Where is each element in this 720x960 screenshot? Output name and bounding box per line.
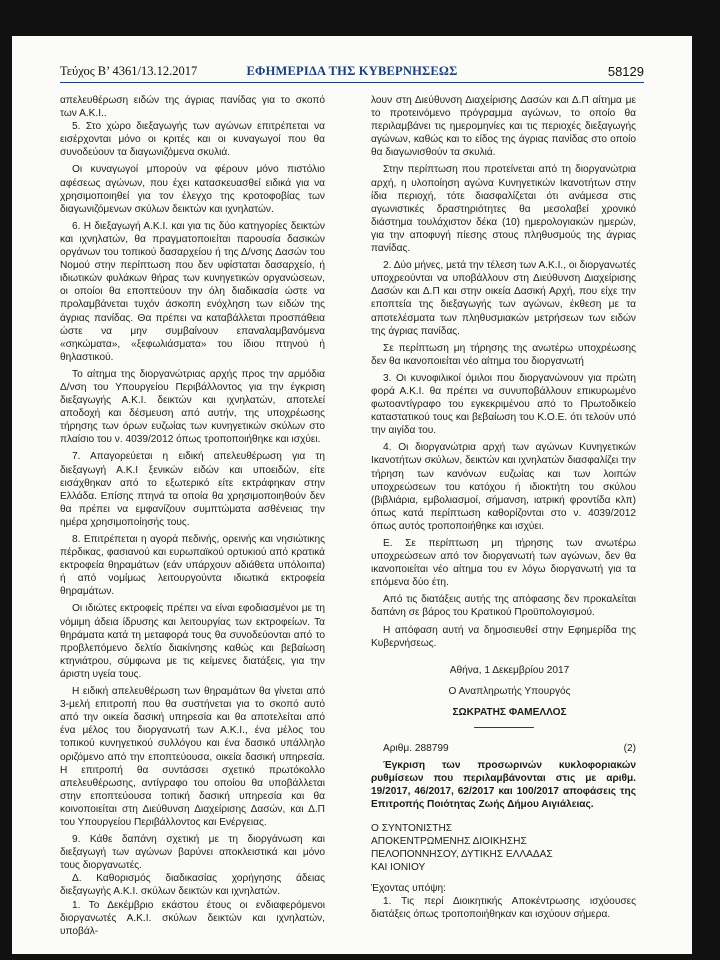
decision-number: Αριθμ. 288799 [383, 743, 449, 755]
signature-date: Αθήνα, 1 Δεκεμβρίου 2017 [449, 664, 570, 676]
section-heading: Δ. Καθορισμός διαδικασίας χορήγησης άδειας διεξαγωγής Α.Κ.Ι. σκύλων δεικτών και ιχνηλατών. [60, 873, 325, 898]
paragraph: λουν στη Διεύθυνση Διαχείρισης Δασών και Δ.Π αίτημα με το προτεινόμενο πρόγραμμα αγώνων, το οποίο θα περιλαμβάνει τις ημερομηνίες και τις περιοχές διεξαγωγής αγώνων, καθώς και το είδος της άγριας πανίδας στο οποίο θα διαγωνισθούν τα σκυλιά. [371, 95, 636, 159]
signature-role: Ο Αναπληρωτής Υπουργός [448, 685, 571, 697]
signature-rule [474, 727, 534, 728]
paragraph: 9. Κάθε δαπάνη σχετική με τη διοργάνωση και διεξαγωγή των αγώνων βαρύνει αποκλειστικά και μόνο τους διοργανωτές. [60, 834, 325, 872]
issue-label: Τεύχος Β’ 4361/13.12.2017 [60, 64, 198, 78]
paragraph: Η ειδική απελευθέρωση των θηραμάτων θα γίνεται από 3-μελή επιτροπή που θα συστήνεται για το σκοπό αυτό από την οικεία δασική υπηρεσία και θα αποτελείται από ένα μέλος του διοργανωτή των Α.Κ.Ι., ένα μέλος του τοπικού κυνηγετικού συλλόγου και ένα δασικό υπάλληλο οριζόμενο από την εποπτεύουσα, οικεία δασική υπηρεσία. Η επιτροπή θα συντάσσει σχετικό πρωτόκολλο απελευθέρωσης, αντίγραφο του οποίου θα υποβάλλεται στην εποπτεύουσα τοπική δασική υπηρεσία και θα κοινοποιείται στη Διεύθυνση Διαχείρισης Δασών, και Δ.Π του Υπουργείου Περιβάλλοντος και Ενέργειας. [60, 686, 325, 828]
paragraph: Ε. Σε περίπτωση μη τήρησης των ανωτέρω υποχρεώσεων από τον διοργανωτή των αγώνων, δεν θα ικανοποιείται νέο αίτημα του εν λόγω διοργανωτή για τα επόμενα δύο έτη. [371, 538, 636, 589]
decision-number-line [371, 742, 636, 755]
paragraph: 1. Το Δεκέμβριο εκάστου έτους οι ενδιαφερόμενοι διοργανωτές Α.Κ.Ι. σκύλων δεικτών και ιχνηλατών, υποβάλ- [60, 899, 325, 937]
paragraph: 8. Επιτρέπεται η αγορά πεδινής, ορεινής και νησιώτικης πέρδικας, φασιανού και ευρωπαϊκού ορτυκιού από κρατικά εκτροφεία θηραμάτων (εάν υπάρχουν αδιάθετα υπόλοιπα) ή από νομίμως λειτουργούντα ιδιωτικά εκτροφεία θηραμάτων. [60, 534, 325, 598]
paragraph: Η απόφαση αυτή να δημοσιευθεί στην Εφημερίδα της Κυβερνήσεως. [371, 624, 636, 649]
gazette-title: ΕΦΗΜΕΡΙΔΑ ΤΗΣ ΚΥΒΕΡΝΗΣΕΩΣ [246, 64, 458, 78]
decision-index: (2) [623, 743, 636, 755]
paragraph: 7. Απαγορεύεται η ειδική απελευθέρωση για τη διεξαγωγή Α.Κ.Ι ξενικών ειδών και υποειδών, είτε εισάχθηκαν από το εξωτερικό είτε εκτράφηκαν στην Ελλάδα. Επίσης πτηνά τα οποία θα χρησιμοποιηθούν δεν θα πρέπει να εμφανίζουν συμπτώματα ασθένειας την ημέρα χρησιμοποίησής τους. [60, 451, 325, 528]
paragraph: 3. Οι κυνοφιλικοί όμιλοι που διοργανώνουν για πρώτη φορά Α.Κ.Ι. θα πρέπει να συνυποβάλλουν επικυρωμένο φωτοαντίγραφο του εγκεκριμένου από το Πρωτοδικείο καταστατικού τους και βεβαίωση του Κ.Ο.Ε. ότι τελούν υπό την αιγίδα του. [371, 372, 636, 437]
right-column [371, 94, 636, 921]
paragraph: απελευθέρωση ειδών της άγριας πανίδας για το σκοπό των Α.Κ.Ι.. [60, 95, 325, 120]
gazette-page [12, 36, 692, 954]
header-rule [60, 82, 644, 83]
paragraph: 5. Στο χώρο διεξαγωγής των αγώνων επιτρέπεται να εισέρχονται μόνο οι κριτές και οι κυναγωγοί που θα συνοδεύουν τα διαγωνιζόμενα σκυλιά. [60, 121, 325, 159]
signature-name: ΣΩΚΡΑΤΗΣ ΦΑΜΕΛΛΟΣ [452, 706, 567, 718]
paragraph: Το αίτημα της διοργανώτριας αρχής προς την αρμόδια Δ/νση του Υπουργείου Περιβάλλοντος για την έγκριση διεξαγωγής Α.Κ.Ι. δεικτών και ιχνηλατών, αποτελεί αποδοχή και δέσμευση από αυτήν, της υποχρέωσης τήρησης των όρων ευζωίας των κυνηγετικών σκύλων στο πλαίσιο του ν. 4039/2012 όπως τροποποιήθηκε και ισχύει. [60, 368, 325, 446]
authority-line: ΑΠΟΚΕΝΤΡΩΜΕΝΗΣ ΔΙΟΙΚΗΣΗΣ [371, 835, 527, 847]
left-column [60, 94, 325, 938]
paragraph: Σε περίπτωση μη τήρησης της ανωτέρω υποχρέωσης δεν θα ικανοποιείται νέο αίτημα του διοργανωτή [371, 342, 636, 367]
paragraph: 1. Τις περί Διοικητικής Αποκέντρωσης ισχύουσες διατάξεις όπως τροποποιήθηκαν και ισχύουν σήμερα. [371, 895, 636, 921]
authority-line: ΠΕΛΟΠΟΝΝΗΣΟΥ, ΔΥΤΙΚΗΣ ΕΛΛΑΔΑΣ [371, 848, 553, 860]
authority-line: ΚΑΙ ΙΟΝΙΟΥ [371, 861, 426, 873]
paragraph: 2. Δύο μήνες, μετά την τέλεση των Α.Κ.Ι., οι διοργανωτές υποχρεούνται να υποβάλλουν στη Διεύθυνση Διαχείρισης Δασών και Δ.Π και στην οικεία Δασική Αρχή, που είχε την εποπτεία της διεξαγωγής των αγώνων, έκθεση με τα αποτελέσματα των πληθυσμιακών μετρήσεων των ειδών της άγριας πανίδας. [371, 260, 636, 337]
paragraph: 6. Η διεξαγωγή Α.Κ.Ι. και για τις δύο κατηγορίες δεικτών και ιχνηλατών, θα πραγματοποιείται παρουσία δασικών οργάνων του τοπικού δασαρχείου ή της Δ/νσης Δασών του Νομού στην περίπτωση που δεν υφίσταται δασαρχείο, ή ιδιωτικών φυλάκων θήρας των κυνηγετικών οργανώσεων, οι οποίοι θα εποπτεύουν την όλη διαδικασία ώστε να προλαμβάνεται τυχόν άσκοπη ενόχληση των ειδών της άγριας πανίδας. Θα πρέπει να καταβάλλεται προσπάθεια ώστε να μην συμβαίνουν επαναλαμβανόμενα «σηκώματα», «ξεφωλιάσματα» του ίδιου πτηνού ή θηλαστικού. [60, 220, 325, 363]
paragraph: 4. Οι διοργανώτρια αρχή των αγώνων Κυνηγετικών Ικανοτήτων σκύλων, δεικτών και ιχνηλατών διασφαλίζει την τήρηση των κανόνων ευζωίας και των λοιπών υποχρεώσεων του κατόχου ή ιδιοκτήτη του σκύλου (βιβλιάρια, εμβολιασμοί, σήμανση, ιατρική φροντίδα κλπ) όπως κατά περίπτωση καθορίζονται στο ν. 4039/2012 όπως αυτός τροποποιήθηκε και ισχύει. [371, 442, 636, 532]
paragraph: Στην περίπτωση που προτείνεται από τη διοργανώτρια αρχή, η υλοποίηση αγώνα Κυνηγετικών Ικανοτήτων στην ίδια περιοχή, τότε διασφαλίζεται ότι ανάμεσα στις αγωνιστικές δραστηριότητες θα μεσολαβεί χρονικό διάστημα τουλάχιστον δέκα (10) ημερολογιακών ημερών, για την αποφυγή πίεσης στους πληθυσμούς της άγριας πανίδας. [371, 164, 636, 255]
paragraph: Οι κυναγωγοί μπορούν να φέρουν μόνο πιστόλιο αφέσεως αγώνων, που έχει κατασκευασθεί ειδικά για να χρησιμοποιηθεί για τον έλεγχο της κροτοφοβίας των διαγωνιζόμενων σκύλων δεικτών και ιχνηλατών. [60, 164, 325, 215]
authority-line: Ο ΣΥΝΤΟΝΙΣΤΗΣ [371, 822, 453, 834]
page-header [60, 64, 644, 84]
paragraph: Από τις διατάξεις αυτής της απόφασης δεν προκαλείται δαπάνη σε βάρος του Κρατικού Προϋπολογισμού. [371, 594, 636, 619]
paragraph: Οι ιδιώτες εκτροφείς πρέπει να είναι εφοδιασμένοι με τη νόμιμη άδεια ίδρυσης και λειτουργίας των εκτροφείων. Τα θηράματα κατά τη μεταφορά τους θα συνοδεύονται από το προβλεπόμενο δελτίο διακίνησης καθώς και βεβαίωση κτηνιάτρου, σύμφωνα με τις κείμενες διατάξεις, για την άριστη υγεία τους. [60, 603, 325, 680]
page-number: 58129 [607, 64, 644, 79]
considering-label: Έχοντας υπόψη: [371, 882, 446, 894]
decision-title: Έγκριση των προσωρινών κυκλοφοριακών ρυθμίσεων που περιλαμβάνονται στις με αριθμ. 19/2017, 46/2017, 62/2017 και 100/2017 αποφάσεις της Επιτροπής Ποιότητας Ζωής Δήμου Αιγιάλειας. [371, 760, 636, 811]
